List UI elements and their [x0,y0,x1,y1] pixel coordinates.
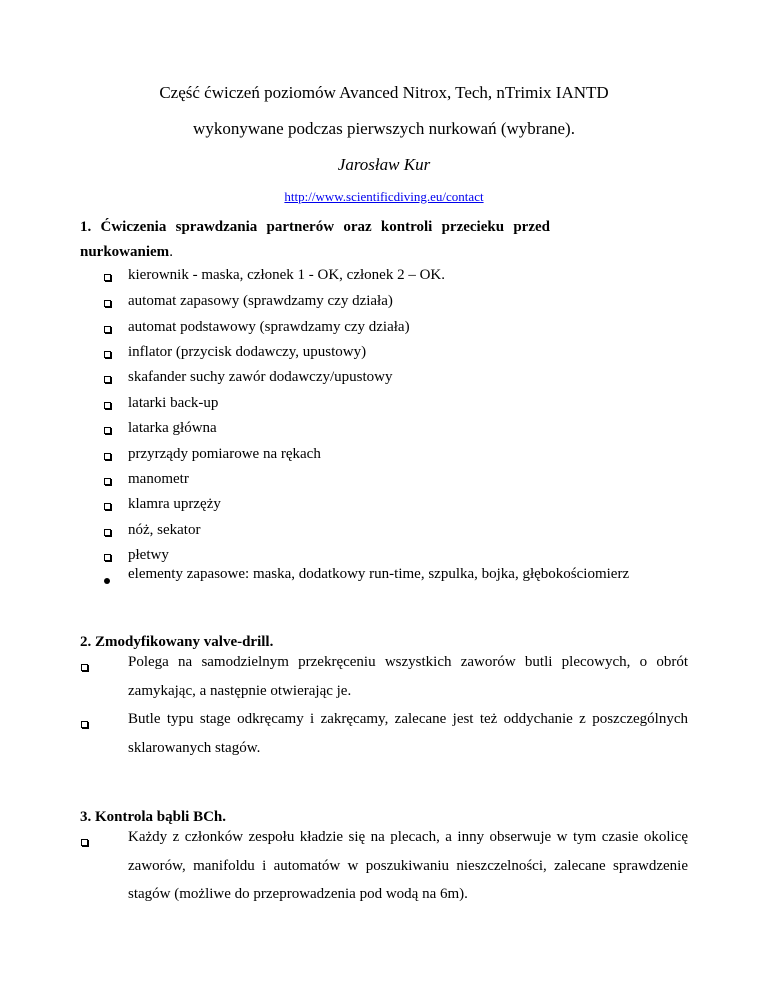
checkbox-bullet-icon [104,376,111,383]
list-item: płetwy [128,547,169,563]
list-item: przyrządy pomiarowe na rękach [128,446,321,462]
checkbox-bullet-icon [104,274,111,281]
author-name: Jarosław Kur [337,155,431,174]
section3-heading: 3. Kontrola bąbli BCh. [80,809,227,825]
checkbox-bullet-icon [104,326,111,333]
list-item: manometr [128,471,189,487]
checkbox-bullet-icon [104,402,111,409]
checkbox-bullet-icon [104,427,111,434]
checkbox-bullet-icon [104,351,111,358]
list-item: latarka główna [128,420,217,436]
document-subtitle: wykonywane podczas pierwszych nurkowań (wybrane). [193,119,575,138]
section2-heading: 2. Zmodyfikowany valve-drill. [80,634,274,650]
list-item-spare-elements: elementy zapasowe: maska, dodatkowy run-time, szpulka, bojka, głębokościomierz [128,566,630,582]
list-item: nóż, sekator [128,522,201,538]
checkbox-bullet-icon [104,453,111,460]
list-item: Każdy z członków zespołu kładzie się na plecach, a inny obserwuje w tym czasie okolicę zaworów, manifoldu i automatów w poszukiwaniu nieszczelności, zalecane sprawdzenie stagów (możliwe do przeprowadzenia pod wodą na 6m). [128,829,688,902]
checkbox-bullet-icon [104,300,111,307]
section1-heading-period: . [169,244,173,260]
list-item: automat podstawowy (sprawdzamy czy działa) [128,319,410,335]
checkbox-bullet-icon [104,478,111,485]
checkbox-bullet-icon [104,529,111,536]
list-item: inflator (przycisk dodawczy, upustowy) [128,344,367,360]
checkbox-bullet-icon [104,554,111,561]
contact-link[interactable]: http://www.scientificdiving.eu/contact [284,189,484,204]
dot-bullet-icon [104,578,110,584]
checkbox-bullet-icon [104,503,111,510]
list-item: Butle typu stage odkręcamy i zakręcamy, zalecane jest też oddychanie z poszczególnych sklarowanych stagów. [128,711,688,756]
checkbox-bullet-icon [81,839,88,846]
list-item: kierownik - maska, członek 1 - OK, członek 2 – OK. [128,267,445,283]
section1-heading-cont [80,243,173,261]
contact-link-wrapper [0,189,768,205]
list-item: latarki back-up [128,395,219,411]
list-item: automat zapasowy (sprawdzamy czy działa) [128,293,393,309]
checkbox-bullet-icon [81,721,88,728]
document-title: Część ćwiczeń poziomów Avanced Nitrox, Tech, nTrimix IANTD [159,83,609,102]
list-item: klamra uprzęży [128,496,221,512]
section1-heading: 1. Ćwiczenia sprawdzania partnerów oraz kontroli przecieku przed [80,219,550,235]
list-item: skafander suchy zawór dodawczy/upustowy [128,369,393,385]
checkbox-bullet-icon [81,664,88,671]
list-item: Polega na samodzielnym przekręceniu wszystkich zaworów butli plecowych, o obrót zamykając, a następnie otwierając je. [128,654,688,699]
section1-heading-word: nurkowaniem [80,244,170,260]
